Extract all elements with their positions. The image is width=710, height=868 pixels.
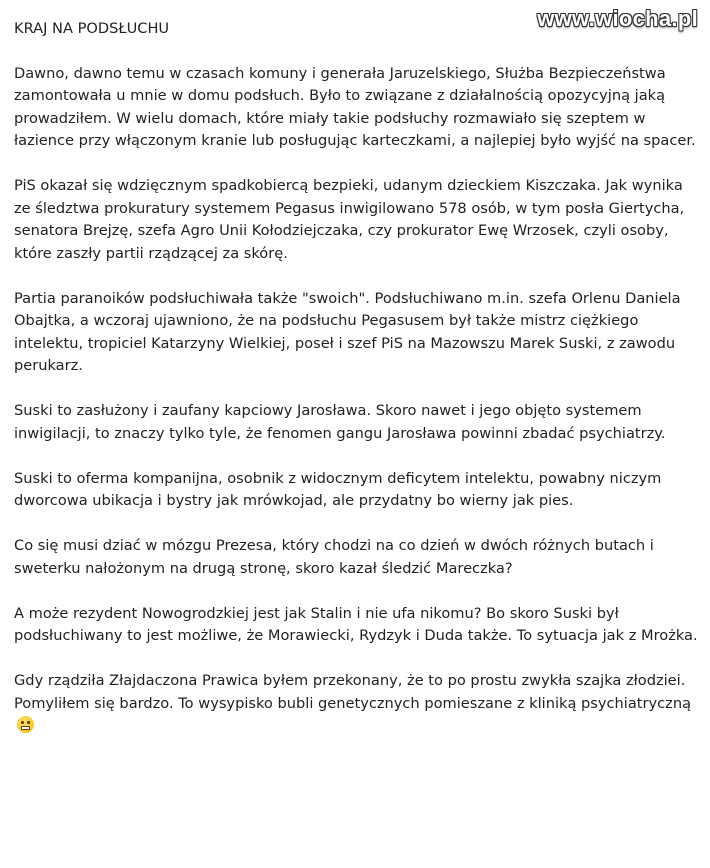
paragraph-6: Co się musi dziać w mózgu Prezesa, który chodzi na co dzień w dwóch różnych butach i sweterku nałożonym na drugą stronę, skoro kazał śledzić Mareczka? bbox=[14, 537, 654, 577]
paragraph-4: Suski to zasłużony i zaufany kapciowy Jarosława. Skoro nawet i jego objęto systemem inwigilacji, to znaczy tylko tyle, że fenomen gangu Jarosława powinni zbadać psychiatrzy. bbox=[14, 402, 666, 442]
post-title: KRAJ NA PODSŁUCHU bbox=[14, 20, 170, 37]
post-body bbox=[14, 18, 700, 738]
grimacing-face-icon bbox=[17, 716, 34, 733]
paragraph-8 bbox=[14, 670, 700, 738]
paragraph-1: Dawno, dawno temu w czasach komuny i generała Jaruzelskiego, Służba Bezpieczeństwa zamontowała u mnie w domu podsłuch. Było to związane z działalnością opozycyjną jaką prowadziłem. W wielu domach, które miały takie podsłuchy rozmawiało się szeptem w łazience przy włączonym kranie lub posługując karteczkami, a najlepiej było wyjść na spacer. bbox=[14, 64, 696, 149]
site-watermark: www.wiocha.pl bbox=[537, 6, 698, 31]
paragraph-2: PiS okazał się wdzięcznym spadkobiercą bezpieki, udanym dzieckiem Kiszczaka. Jak wynika ze śledztwa prokuratury systemem Pegasus inwigilowano 578 osób, w tym posła Giertycha, senatora Brejzę, szefa Agro Unii Kołodziejczaka, czy prokurator Ewę Wrzosek, czyli osoby, które zaszły partii rządzącej za skórę. bbox=[14, 177, 685, 262]
paragraph-3: Partia paranoików podsłuchiwała także "swoich". Podsłuchiwano m.in. szefa Orlenu Daniela Obajtka, a wczoraj ujawniono, że na podsłuchu Pegasusem był także mistrz ciężkiego intelektu, tropiciel Katarzyny Wielkiej, poseł i szef PiS na Mazowszu Marek Suski, z zawodu perukarz. bbox=[14, 289, 681, 374]
paragraph-5: Suski to oferma kompanijna, osobnik z widocznym deficytem intelektu, powabny niczym dworcowa ubikacja i bystry jak mrówkojad, ale przydatny bo wierny jak pies. bbox=[14, 469, 662, 509]
paragraph-7: A może rezydent Nowogrodzkiej jest jak Stalin i nie ufa nikomu? Bo skoro Suski był podsłuchiwany to jest możliwe, że Morawiecki, Rydzyk i Duda także. To sytuacja jak z Mrożka. bbox=[14, 604, 698, 644]
paragraph-8-text: Gdy rządziła Złajdaczona Prawica byłem przekonany, że to po prostu zwykła szajka złodziei. Pomyliłem się bardzo. To wysypisko bubli genetycznych pomieszane z kliniką psychiatryczną bbox=[14, 672, 692, 712]
